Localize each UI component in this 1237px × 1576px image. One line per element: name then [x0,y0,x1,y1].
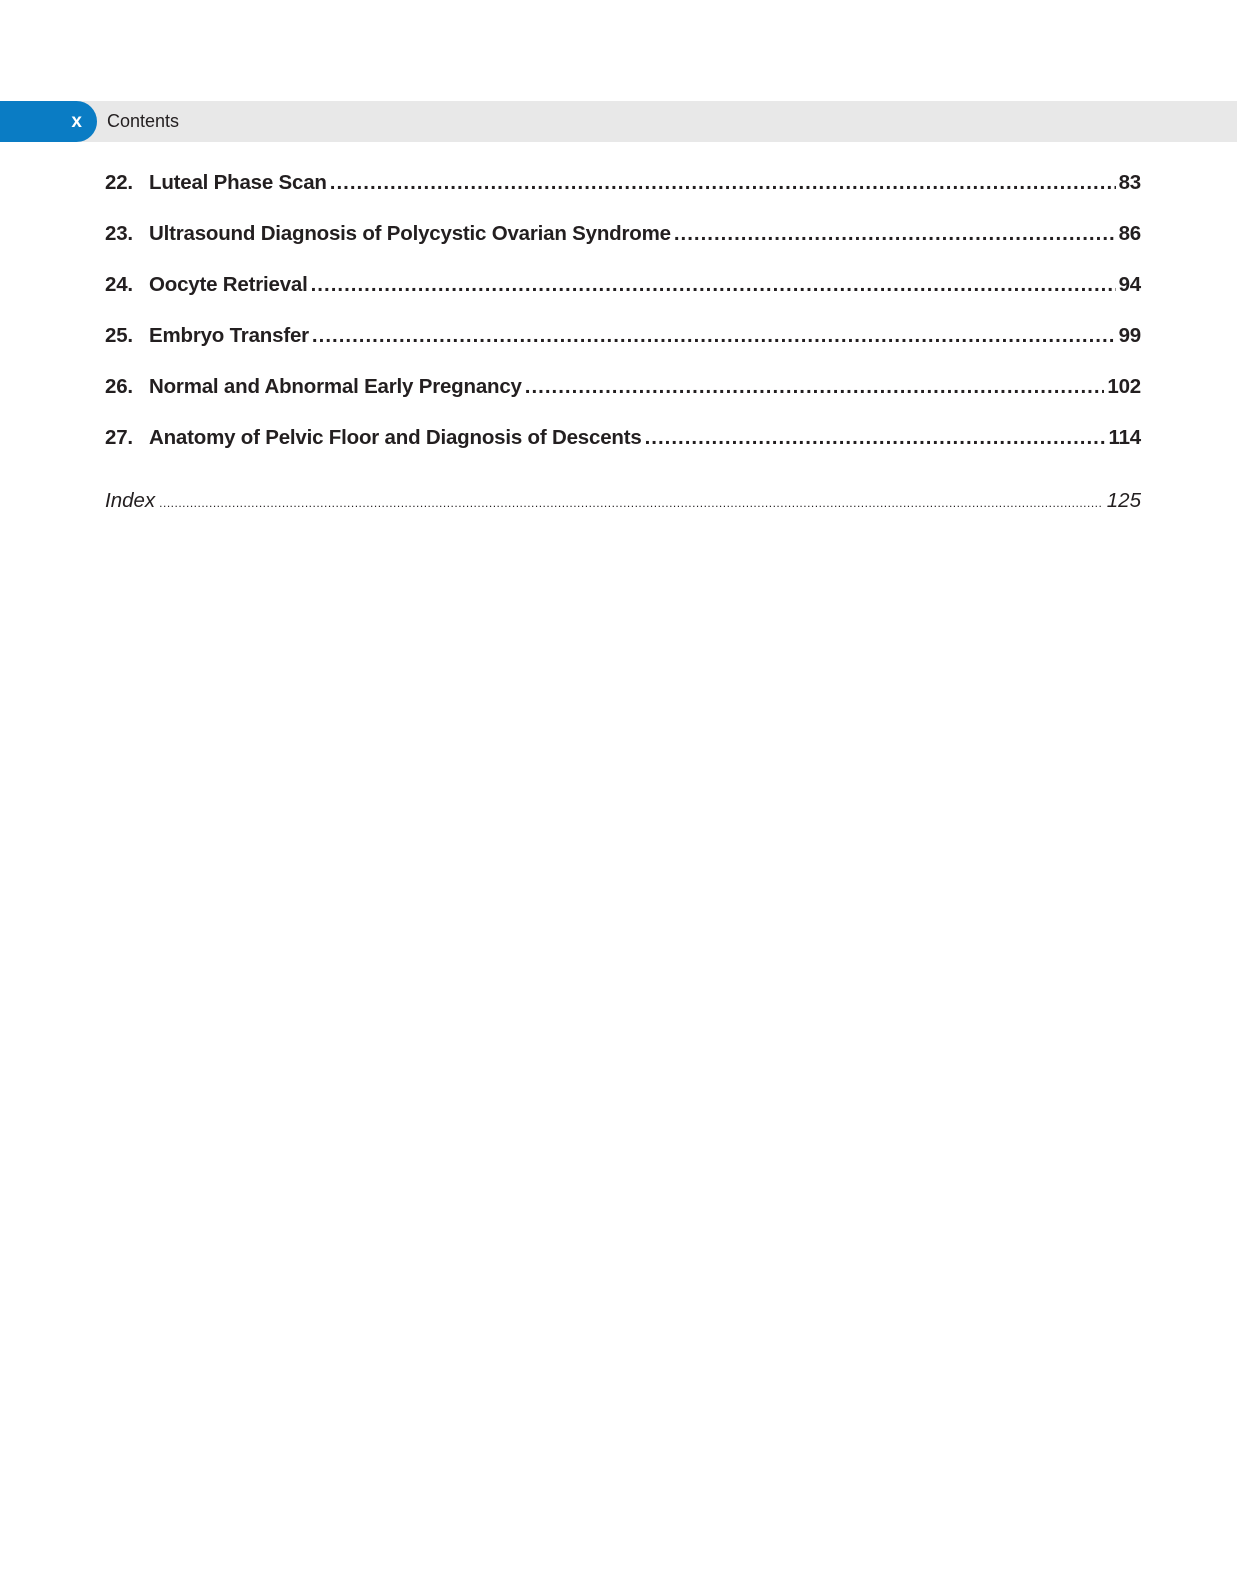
chapter-number: 26. [105,375,133,398]
toc-entry[interactable] [105,270,1141,300]
dot-leader [525,372,1105,402]
chapter-page: 102 [1107,375,1141,398]
dot-leader [311,270,1116,300]
running-header-band [0,101,1237,142]
toc-index-entry[interactable] [105,486,1141,516]
chapter-page: 94 [1118,273,1141,296]
chapter-title: Oocyte Retrieval [149,273,308,296]
dot-leader [330,168,1116,198]
chapter-page: 99 [1118,324,1141,347]
running-head-title: Contents [107,111,180,131]
chapter-number: 27. [105,426,133,449]
chapter-page: 86 [1118,222,1141,245]
toc-entry[interactable] [105,219,1141,249]
toc-entry[interactable] [105,168,1141,198]
chapter-number: 22. [105,171,133,194]
page-number: x [71,111,82,132]
dot-leader [674,219,1116,249]
index-title: Index [105,489,156,512]
chapter-title: Embryo Transfer [149,324,309,347]
chapter-title: Anatomy of Pelvic Floor and Diagnosis of Descents [149,426,642,449]
index-page: 125 [1106,489,1141,512]
dot-leader [159,488,1103,518]
dot-leader [645,423,1106,453]
chapter-number: 24. [105,273,133,296]
chapter-number: 25. [105,324,133,347]
table-of-contents [105,168,1141,516]
chapter-page: 114 [1108,426,1141,449]
dot-leader [312,321,1116,351]
chapter-number: 23. [105,222,133,245]
chapter-page: 83 [1118,171,1141,194]
toc-entry[interactable] [105,321,1141,351]
toc-entry[interactable] [105,423,1141,453]
chapter-title: Ultrasound Diagnosis of Polycystic Ovarian Syndrome [149,222,671,245]
page-number-tab [0,101,97,142]
chapter-title: Luteal Phase Scan [149,171,327,194]
toc-entry[interactable] [105,372,1141,402]
chapter-title: Normal and Abnormal Early Pregnancy [149,375,522,398]
